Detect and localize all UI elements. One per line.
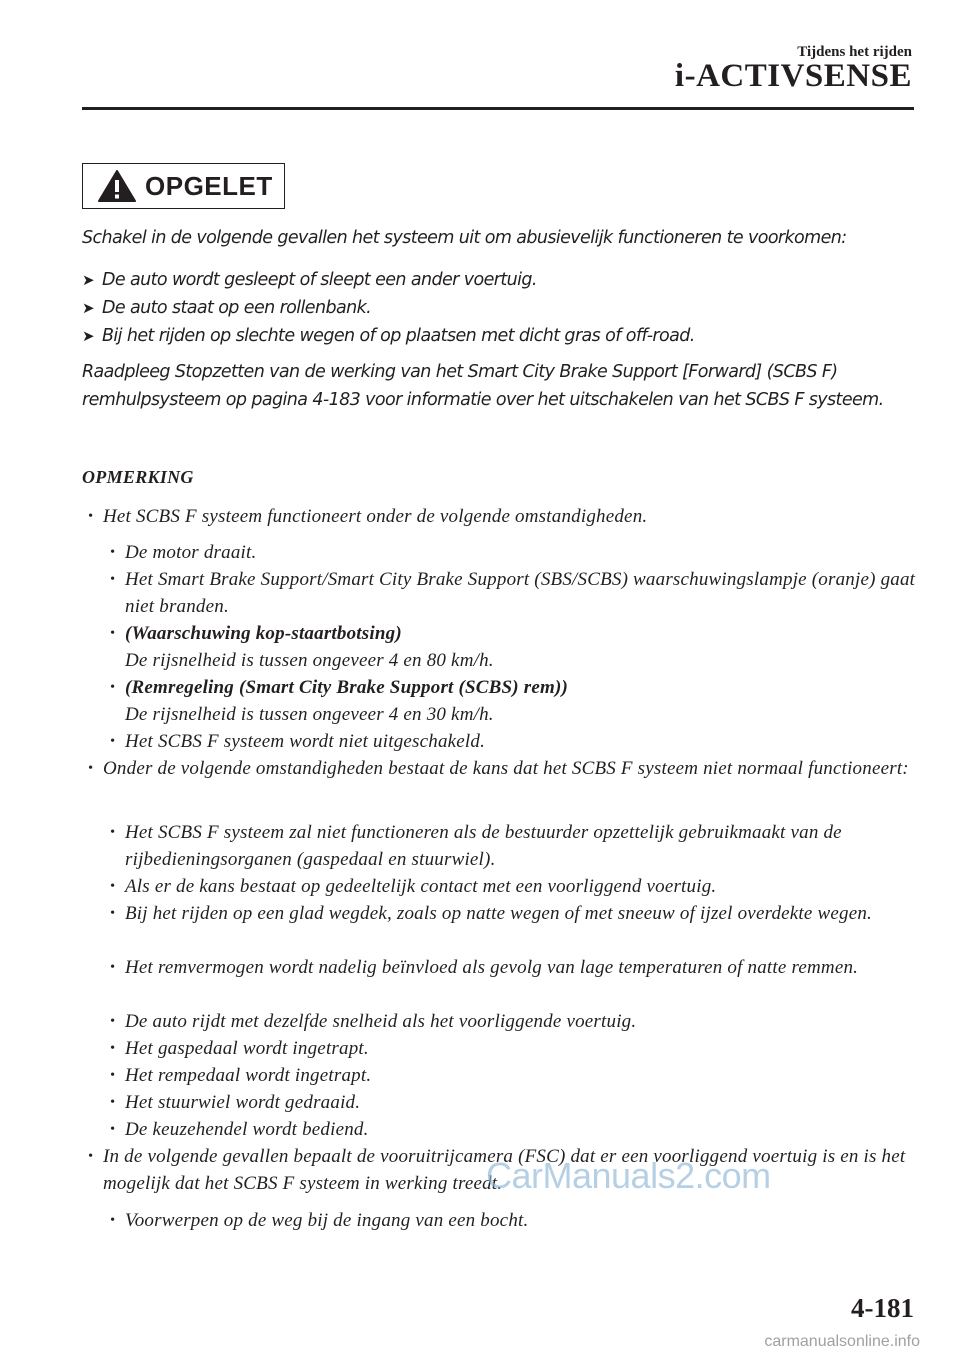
note-subbullet: • Als er de kans bestaat op gedeeltelijk contact met een voorliggend voertuig. bbox=[110, 876, 717, 897]
page-number: 4-181 bbox=[851, 1293, 914, 1323]
note-subbullet: • Het rempedaal wordt ingetrapt. bbox=[110, 1065, 372, 1086]
caution-advice: Raadpleeg Stopzetten van de werking van het Smart City Brake Support [Forward] (SCBS F) remhulpsysteem op pagina 4-183 voor informatie over het uitschakelen van het SCBS F systeem. bbox=[82, 362, 884, 410]
note-bullet: • Het SCBS F systeem functioneert onder de volgende omstandigheden. bbox=[88, 506, 648, 527]
header-rule bbox=[82, 107, 914, 110]
list-item: ➤ De auto staat op een rollenbank. bbox=[82, 294, 922, 322]
footer-site-link[interactable]: carmanualsonline.info bbox=[764, 1333, 920, 1350]
note-subbullet: • Het Smart Brake Support/Smart City Brake Support (SBS/SCBS) waarschuwingslampje (oranje) gaat niet branden. bbox=[110, 569, 916, 617]
chapter-title: i-ACTIVSENSE bbox=[674, 58, 912, 94]
caution-box bbox=[82, 163, 285, 209]
caution-list bbox=[82, 266, 922, 350]
note-subbullet: • Het gaspedaal wordt ingetrapt. bbox=[110, 1038, 369, 1059]
note-label: OPMERKING bbox=[82, 467, 194, 487]
arrow-icon: ➤ bbox=[82, 299, 94, 317]
note-subbullet: • De keuzehendel wordt bediend. bbox=[110, 1119, 369, 1140]
note-bullet: • In de volgende gevallen bepaalt de vooruitrijcamera (FSC) dat er een voorliggend voertuig is en is het mogelijk dat het SCBS F systeem in werking treedt. bbox=[88, 1146, 906, 1194]
note-subbullet: • Het SCBS F systeem zal niet functioneren als de bestuurder opzettelijk gebruikmaakt van de rijbedieningsorganen (gaspedaal en stuurwiel). bbox=[110, 822, 842, 870]
section-title: Tijdens het rijden bbox=[797, 44, 912, 60]
list-item: ➤ Bij het rijden op slechte wegen of op plaatsen met dicht gras of off-road. bbox=[82, 322, 922, 350]
note-subbullet: • Het SCBS F systeem wordt niet uitgeschakeld. bbox=[110, 731, 486, 752]
warning-triangle-icon bbox=[97, 169, 137, 203]
note-subbullet: • Het remvermogen wordt nadelig beïnvloed als gevolg van lage temperaturen of natte remmen. bbox=[110, 957, 859, 978]
note-subbullet: • De motor draait. bbox=[110, 542, 257, 563]
note-subbullet: • (Remregeling (Smart City Brake Support (SCBS) rem)) De rijsnelheid is tussen ongeveer 4 en 30 km/h. bbox=[110, 677, 569, 725]
arrow-icon: ➤ bbox=[82, 271, 94, 289]
note-subbullet: • Het stuurwiel wordt gedraaid. bbox=[110, 1092, 361, 1113]
list-item: ➤ De auto wordt gesleept of sleept een ander voertuig. bbox=[82, 266, 922, 294]
note-subbullet: • De auto rijdt met dezelfde snelheid als het voorliggende voertuig. bbox=[110, 1011, 637, 1032]
caution-intro: Schakel in de volgende gevallen het systeem uit om abusievelijk functioneren te voorkomen: bbox=[82, 228, 847, 248]
note-subbullet: • (Waarschuwing kop-staartbotsing) De rijsnelheid is tussen ongeveer 4 en 80 km/h. bbox=[110, 623, 494, 671]
note-subbullet: • Voorwerpen op de weg bij de ingang van een bocht. bbox=[110, 1210, 529, 1231]
note-subbullet: • Bij het rijden op een glad wegdek, zoals op natte wegen of met sneeuw of ijzel overdekte wegen. bbox=[110, 903, 872, 924]
note-bullet: • Onder de volgende omstandigheden bestaat de kans dat het SCBS F systeem niet normaal functioneert: bbox=[88, 758, 909, 779]
watermark: CarManuals2.com bbox=[486, 1155, 771, 1196]
arrow-icon: ➤ bbox=[82, 327, 94, 345]
caution-label: OPGELET bbox=[145, 170, 273, 201]
